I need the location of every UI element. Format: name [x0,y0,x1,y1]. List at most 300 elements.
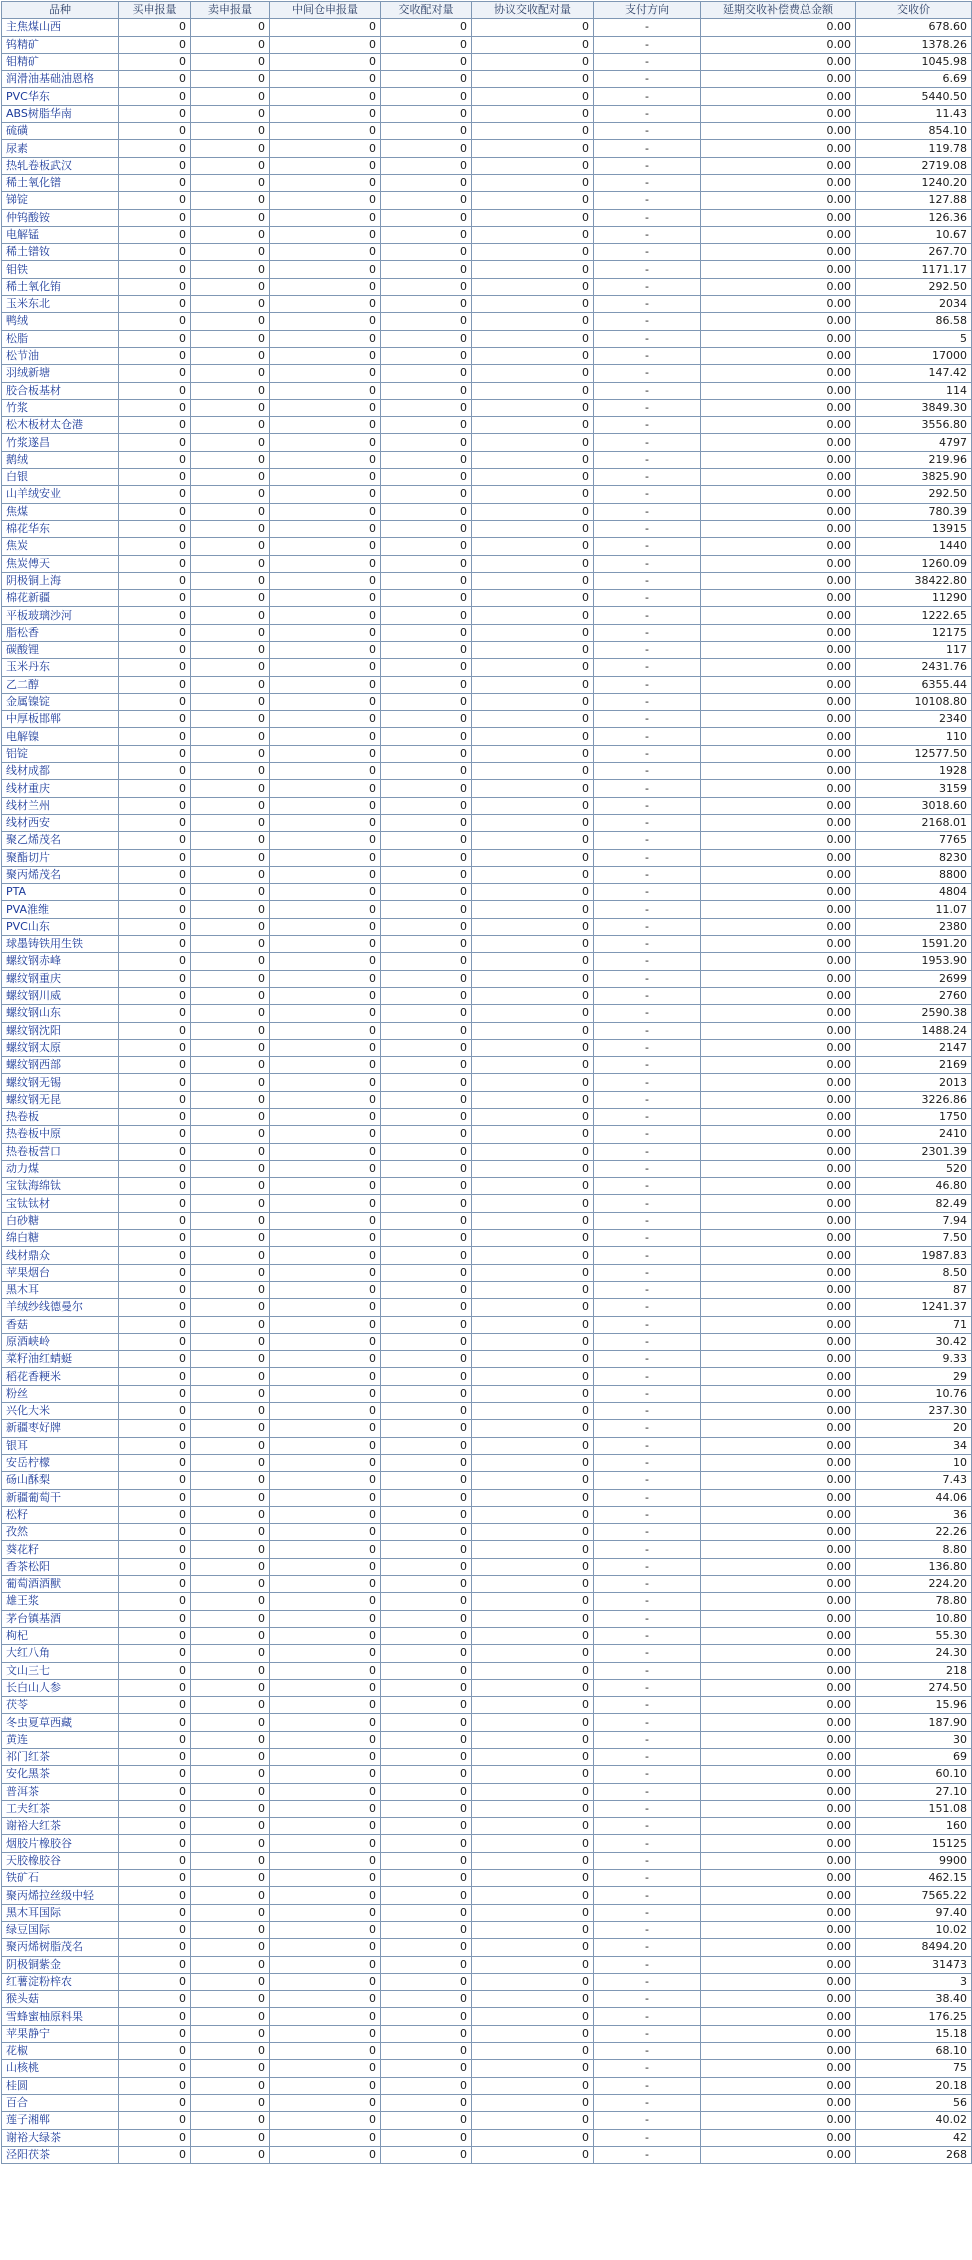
cell-variety[interactable]: 脂松香 [2,624,119,641]
cell-intermediate-volume: 0 [270,1887,381,1904]
cell-buy-volume: 0 [119,1385,191,1402]
cell-settlement-price: 2590.38 [856,1005,972,1022]
cell-delivery-match: 0 [381,520,472,537]
cell-intermediate-volume: 0 [270,1454,381,1471]
cell-payment-direction: - [594,1333,701,1350]
cell-variety[interactable]: 莲子湘郸 [2,2112,119,2129]
cell-variety[interactable]: 山羊绒安业 [2,486,119,503]
cell-intermediate-volume: 0 [270,2094,381,2111]
cell-variety[interactable]: 线材鼎众 [2,1247,119,1264]
cell-sell-volume: 0 [191,1385,270,1402]
table-row [2,832,972,849]
table-row [2,1212,972,1229]
cell-intermediate-volume: 0 [270,780,381,797]
cell-payment-direction: - [594,1230,701,1247]
cell-variety[interactable]: 银耳 [2,1437,119,1454]
cell-variety[interactable]: 新疆葡萄干 [2,1489,119,1506]
cell-delivery-match: 0 [381,1887,472,1904]
cell-variety[interactable]: 线材兰州 [2,797,119,814]
cell-variety[interactable]: 孜然 [2,1524,119,1541]
cell-delivery-match: 0 [381,330,472,347]
cell-delivery-match: 0 [381,1541,472,1558]
cell-variety[interactable]: PTA [2,884,119,901]
cell-variety[interactable]: 竹浆遂昌 [2,434,119,451]
cell-deferred-compensation: 0.00 [701,1489,856,1506]
cell-buy-volume: 0 [119,780,191,797]
header-agreement-match: 协议交收配对量 [472,2,594,19]
cell-buy-volume: 0 [119,382,191,399]
cell-buy-volume: 0 [119,1991,191,2008]
cell-buy-volume: 0 [119,814,191,831]
cell-agreement-match: 0 [472,226,594,243]
cell-delivery-match: 0 [381,36,472,53]
cell-settlement-price: 3159 [856,780,972,797]
cell-variety[interactable]: 花椒 [2,2043,119,2060]
cell-variety[interactable]: 菜籽油红蜻蜓 [2,1351,119,1368]
cell-variety[interactable]: 锑锭 [2,192,119,209]
cell-sell-volume: 0 [191,520,270,537]
cell-intermediate-volume: 0 [270,503,381,520]
cell-deferred-compensation: 0.00 [701,330,856,347]
cell-variety[interactable]: 猴头菇 [2,1991,119,2008]
cell-settlement-price: 292.50 [856,278,972,295]
cell-variety[interactable]: 动力煤 [2,1160,119,1177]
cell-settlement-price: 10.02 [856,1921,972,1938]
cell-deferred-compensation: 0.00 [701,1057,856,1074]
cell-variety[interactable]: 玉米丹东 [2,659,119,676]
cell-payment-direction: - [594,261,701,278]
cell-buy-volume: 0 [119,987,191,1004]
cell-variety[interactable]: 阴极铜紫金 [2,1956,119,1973]
table-row [2,866,972,883]
cell-intermediate-volume: 0 [270,970,381,987]
cell-variety[interactable]: 葡萄酒酒獸 [2,1576,119,1593]
cell-delivery-match: 0 [381,1437,472,1454]
cell-intermediate-volume: 0 [270,520,381,537]
cell-variety[interactable]: 焦炭傅天 [2,555,119,572]
table-row [2,849,972,866]
cell-variety[interactable]: 碳酸锂 [2,641,119,658]
cell-payment-direction: - [594,1593,701,1610]
cell-variety[interactable]: 稀土氧化铕 [2,278,119,295]
cell-variety[interactable]: 绵白糖 [2,1230,119,1247]
cell-variety[interactable]: PVC山东 [2,918,119,935]
cell-sell-volume: 0 [191,1714,270,1731]
cell-settlement-price: 3825.90 [856,469,972,486]
cell-variety[interactable]: 宝钛海绵钛 [2,1178,119,1195]
cell-payment-direction: - [594,2008,701,2025]
cell-variety[interactable]: 螺纹钢西部 [2,1057,119,1074]
cell-payment-direction: - [594,1800,701,1817]
cell-payment-direction: - [594,1748,701,1765]
cell-variety[interactable]: 绿豆国际 [2,1921,119,1938]
table-row [2,1748,972,1765]
table-row [2,1230,972,1247]
cell-variety[interactable]: 黑木耳国际 [2,1904,119,1921]
cell-buy-volume: 0 [119,1541,191,1558]
cell-variety[interactable]: 羊绒纱线德曼尔 [2,1299,119,1316]
cell-intermediate-volume: 0 [270,36,381,53]
cell-buy-volume: 0 [119,1022,191,1039]
cell-variety[interactable]: 聚酯切片 [2,849,119,866]
cell-variety[interactable]: 仲钨酸铵 [2,209,119,226]
cell-deferred-compensation: 0.00 [701,970,856,987]
table-row [2,555,972,572]
cell-agreement-match: 0 [472,1368,594,1385]
cell-variety[interactable]: 安化黑茶 [2,1766,119,1783]
cell-sell-volume: 0 [191,503,270,520]
cell-deferred-compensation: 0.00 [701,918,856,935]
cell-variety[interactable]: 铝锭 [2,745,119,762]
cell-variety[interactable]: 祁门红茶 [2,1748,119,1765]
cell-variety[interactable]: 螺纹钢沈阳 [2,1022,119,1039]
header-payment-direction: 支付方向 [594,2,701,19]
cell-settlement-price: 12577.50 [856,745,972,762]
cell-variety[interactable]: 热卷板营口 [2,1143,119,1160]
cell-deferred-compensation: 0.00 [701,1697,856,1714]
cell-variety[interactable]: 红薯淀粉梓农 [2,1973,119,1990]
cell-variety[interactable]: PVA淮维 [2,901,119,918]
table-row [2,88,972,105]
cell-variety[interactable]: 松脂 [2,330,119,347]
cell-settlement-price: 17000 [856,347,972,364]
cell-agreement-match: 0 [472,1385,594,1402]
table-row [2,1818,972,1835]
cell-intermediate-volume: 0 [270,1195,381,1212]
cell-settlement-price: 46.80 [856,1178,972,1195]
cell-variety[interactable]: 羽绒新塘 [2,365,119,382]
cell-variety[interactable]: 冬虫夏草西藏 [2,1714,119,1731]
header-delivery-match: 交收配对量 [381,2,472,19]
cell-deferred-compensation: 0.00 [701,1679,856,1696]
cell-intermediate-volume: 0 [270,1230,381,1247]
cell-intermediate-volume: 0 [270,1126,381,1143]
header-sell-volume: 卖申报量 [191,2,270,19]
cell-deferred-compensation: 0.00 [701,399,856,416]
cell-deferred-compensation: 0.00 [701,1005,856,1022]
cell-payment-direction: - [594,1541,701,1558]
cell-variety[interactable]: 聚丙烯树脂茂名 [2,1939,119,1956]
cell-sell-volume: 0 [191,1074,270,1091]
cell-payment-direction: - [594,399,701,416]
cell-intermediate-volume: 0 [270,2146,381,2163]
cell-buy-volume: 0 [119,936,191,953]
cell-sell-volume: 0 [191,486,270,503]
cell-variety[interactable]: ABS树脂华南 [2,105,119,122]
cell-buy-volume: 0 [119,469,191,486]
cell-variety[interactable]: 竹浆 [2,399,119,416]
cell-settlement-price: 854.10 [856,123,972,140]
cell-variety[interactable]: 枸杞 [2,1627,119,1644]
cell-deferred-compensation: 0.00 [701,1939,856,1956]
cell-variety[interactable]: 热卷板中原 [2,1126,119,1143]
cell-variety[interactable]: 稀土氧化镨 [2,174,119,191]
cell-settlement-price: 224.20 [856,1576,972,1593]
cell-buy-volume: 0 [119,1800,191,1817]
cell-deferred-compensation: 0.00 [701,1472,856,1489]
cell-buy-volume: 0 [119,1230,191,1247]
cell-variety[interactable]: 线材成都 [2,763,119,780]
table-row [2,2146,972,2163]
cell-variety[interactable]: 焦煤 [2,503,119,520]
cell-variety[interactable]: PVC华东 [2,88,119,105]
cell-variety[interactable]: 原酒峡岭 [2,1333,119,1350]
cell-variety[interactable]: 稀土镨钕 [2,244,119,261]
cell-sell-volume: 0 [191,1645,270,1662]
cell-variety[interactable]: 苹果烟台 [2,1264,119,1281]
cell-variety[interactable]: 松木板材太仓港 [2,417,119,434]
cell-variety[interactable]: 山核桃 [2,2060,119,2077]
cell-sell-volume: 0 [191,1264,270,1281]
cell-variety[interactable]: 焦炭 [2,538,119,555]
table-row [2,19,972,36]
cell-sell-volume: 0 [191,88,270,105]
cell-variety[interactable]: 普洱茶 [2,1783,119,1800]
cell-variety[interactable]: 线材重庆 [2,780,119,797]
cell-intermediate-volume: 0 [270,1143,381,1160]
cell-agreement-match: 0 [472,814,594,831]
cell-payment-direction: - [594,503,701,520]
cell-delivery-match: 0 [381,1800,472,1817]
cell-buy-volume: 0 [119,1593,191,1610]
cell-variety[interactable]: 铁矿石 [2,1870,119,1887]
cell-agreement-match: 0 [472,1939,594,1956]
cell-variety[interactable]: 松节油 [2,347,119,364]
cell-settlement-price: 9900 [856,1852,972,1869]
cell-intermediate-volume: 0 [270,953,381,970]
cell-settlement-price: 5 [856,330,972,347]
cell-sell-volume: 0 [191,1697,270,1714]
cell-settlement-price: 10.76 [856,1385,972,1402]
cell-delivery-match: 0 [381,1593,472,1610]
cell-settlement-price: 71 [856,1316,972,1333]
cell-settlement-price: 2719.08 [856,157,972,174]
cell-sell-volume: 0 [191,728,270,745]
cell-variety[interactable]: 茯苓 [2,1697,119,1714]
cell-delivery-match: 0 [381,1818,472,1835]
cell-agreement-match: 0 [472,1126,594,1143]
cell-agreement-match: 0 [472,330,594,347]
cell-payment-direction: - [594,2043,701,2060]
cell-settlement-price: 218 [856,1662,972,1679]
table-row [2,1299,972,1316]
cell-variety[interactable]: 胶合板基材 [2,382,119,399]
cell-variety[interactable]: 热轧卷板武汉 [2,157,119,174]
cell-delivery-match: 0 [381,676,472,693]
table-row [2,1109,972,1126]
cell-variety[interactable]: 工夫红茶 [2,1800,119,1817]
cell-variety[interactable]: 桂圆 [2,2077,119,2094]
cell-payment-direction: - [594,1057,701,1074]
cell-agreement-match: 0 [472,1541,594,1558]
cell-variety[interactable]: 螺纹钢川威 [2,987,119,1004]
cell-intermediate-volume: 0 [270,1299,381,1316]
cell-variety[interactable]: 螺纹钢太原 [2,1039,119,1056]
cell-intermediate-volume: 0 [270,469,381,486]
cell-agreement-match: 0 [472,1852,594,1869]
cell-variety[interactable]: 棉花新疆 [2,590,119,607]
cell-variety[interactable]: 尿素 [2,140,119,157]
cell-agreement-match: 0 [472,261,594,278]
cell-variety[interactable]: 鹅绒 [2,451,119,468]
cell-agreement-match: 0 [472,1748,594,1765]
cell-variety[interactable]: 稻花香粳米 [2,1368,119,1385]
cell-variety[interactable]: 雄王浆 [2,1593,119,1610]
cell-deferred-compensation: 0.00 [701,1852,856,1869]
cell-variety[interactable]: 阴极铜上海 [2,572,119,589]
cell-settlement-price: 117 [856,641,972,658]
cell-payment-direction: - [594,1143,701,1160]
cell-payment-direction: - [594,1558,701,1575]
cell-variety[interactable]: 钼铁 [2,261,119,278]
cell-agreement-match: 0 [472,1818,594,1835]
cell-settlement-price: 78.80 [856,1593,972,1610]
table-row [2,2043,972,2060]
cell-variety[interactable]: 硫磺 [2,123,119,140]
table-row [2,123,972,140]
cell-variety[interactable]: 白砂糖 [2,1212,119,1229]
cell-variety[interactable]: 聚丙烯拉丝级中轻 [2,1887,119,1904]
cell-delivery-match: 0 [381,2043,472,2060]
cell-buy-volume: 0 [119,1126,191,1143]
cell-sell-volume: 0 [191,2094,270,2111]
cell-agreement-match: 0 [472,1714,594,1731]
cell-variety[interactable]: 砀山酥梨 [2,1472,119,1489]
cell-variety[interactable]: 钼精矿 [2,53,119,70]
cell-delivery-match: 0 [381,590,472,607]
cell-variety[interactable]: 天胶橡胶谷 [2,1852,119,1869]
cell-variety[interactable]: 粉丝 [2,1385,119,1402]
cell-delivery-match: 0 [381,1264,472,1281]
cell-buy-volume: 0 [119,1109,191,1126]
cell-variety[interactable]: 螺纹钢山东 [2,1005,119,1022]
cell-payment-direction: - [594,1195,701,1212]
cell-delivery-match: 0 [381,1109,472,1126]
cell-agreement-match: 0 [472,174,594,191]
cell-intermediate-volume: 0 [270,1593,381,1610]
cell-variety[interactable]: 烟胶片橡胶谷 [2,1835,119,1852]
cell-variety[interactable]: 螺纹钢无锡 [2,1074,119,1091]
cell-variety[interactable]: 谢裕大红茶 [2,1818,119,1835]
cell-variety[interactable]: 螺纹钢无昆 [2,1091,119,1108]
cell-variety[interactable]: 棉花华东 [2,520,119,537]
cell-intermediate-volume: 0 [270,918,381,935]
cell-settlement-price: 1240.20 [856,174,972,191]
cell-intermediate-volume: 0 [270,1956,381,1973]
cell-variety[interactable]: 中厚板邯郸 [2,711,119,728]
cell-settlement-price: 267.70 [856,244,972,261]
cell-agreement-match: 0 [472,1576,594,1593]
cell-variety[interactable]: 茅台镇基酒 [2,1610,119,1627]
cell-buy-volume: 0 [119,641,191,658]
cell-variety[interactable]: 香菇 [2,1316,119,1333]
cell-variety[interactable]: 长白山人参 [2,1679,119,1696]
cell-variety[interactable]: 大红八角 [2,1645,119,1662]
cell-variety[interactable]: 金属镍锭 [2,693,119,710]
cell-variety[interactable]: 葵花籽 [2,1541,119,1558]
cell-variety[interactable]: 螺纹钢赤峰 [2,953,119,970]
cell-variety[interactable]: 平板玻璃沙河 [2,607,119,624]
cell-variety[interactable]: 黑木耳 [2,1281,119,1298]
cell-variety[interactable]: 球墨铸铁用生铁 [2,936,119,953]
table-row [2,296,972,313]
cell-delivery-match: 0 [381,226,472,243]
cell-sell-volume: 0 [191,745,270,762]
cell-buy-volume: 0 [119,174,191,191]
cell-variety[interactable]: 乙二醇 [2,676,119,693]
table-row [2,1835,972,1852]
cell-buy-volume: 0 [119,1316,191,1333]
cell-delivery-match: 0 [381,1160,472,1177]
cell-buy-volume: 0 [119,676,191,693]
cell-buy-volume: 0 [119,1489,191,1506]
cell-variety[interactable]: 文山三七 [2,1662,119,1679]
cell-variety[interactable]: 聚乙烯茂名 [2,832,119,849]
cell-payment-direction: - [594,486,701,503]
table-row [2,780,972,797]
cell-variety[interactable]: 热卷板 [2,1109,119,1126]
cell-variety[interactable]: 螺纹钢重庆 [2,970,119,987]
cell-variety[interactable]: 香茶松阳 [2,1558,119,1575]
table-row [2,572,972,589]
cell-variety[interactable]: 润滑油基础油恩格 [2,71,119,88]
cell-delivery-match: 0 [381,1852,472,1869]
cell-settlement-price: 2168.01 [856,814,972,831]
cell-intermediate-volume: 0 [270,901,381,918]
cell-settlement-price: 5440.50 [856,88,972,105]
cell-variety[interactable]: 聚丙烯茂名 [2,866,119,883]
cell-agreement-match: 0 [472,1057,594,1074]
cell-delivery-match: 0 [381,538,472,555]
cell-variety[interactable]: 黄连 [2,1731,119,1748]
cell-intermediate-volume: 0 [270,365,381,382]
cell-payment-direction: - [594,659,701,676]
cell-variety[interactable]: 宝钛钛材 [2,1195,119,1212]
cell-agreement-match: 0 [472,365,594,382]
cell-variety[interactable]: 白银 [2,469,119,486]
cell-variety[interactable]: 苹果静宁 [2,2025,119,2042]
cell-variety[interactable]: 谢裕大绿茶 [2,2129,119,2146]
cell-variety[interactable]: 兴化大米 [2,1403,119,1420]
cell-variety[interactable]: 鸭绒 [2,313,119,330]
cell-variety[interactable]: 百合 [2,2094,119,2111]
table-row [2,105,972,122]
cell-agreement-match: 0 [472,849,594,866]
cell-variety[interactable]: 钨精矿 [2,36,119,53]
cell-variety[interactable]: 电解锰 [2,226,119,243]
cell-deferred-compensation: 0.00 [701,434,856,451]
table-row [2,2077,972,2094]
cell-agreement-match: 0 [472,1489,594,1506]
cell-delivery-match: 0 [381,434,472,451]
cell-variety[interactable]: 线材西安 [2,814,119,831]
cell-deferred-compensation: 0.00 [701,88,856,105]
cell-agreement-match: 0 [472,1109,594,1126]
cell-variety[interactable]: 主焦煤山西 [2,19,119,36]
cell-variety[interactable]: 新疆枣好牌 [2,1420,119,1437]
table-row [2,1991,972,2008]
cell-agreement-match: 0 [472,1039,594,1056]
cell-deferred-compensation: 0.00 [701,1921,856,1938]
cell-variety[interactable]: 玉米东北 [2,296,119,313]
cell-variety[interactable]: 雪蜂蜜柚原料果 [2,2008,119,2025]
cell-variety[interactable]: 电解镍 [2,728,119,745]
cell-buy-volume: 0 [119,1714,191,1731]
cell-variety[interactable]: 泾阳茯茶 [2,2146,119,2163]
cell-variety[interactable]: 松籽 [2,1506,119,1523]
cell-variety[interactable]: 安岳柠檬 [2,1454,119,1471]
cell-intermediate-volume: 0 [270,1783,381,1800]
